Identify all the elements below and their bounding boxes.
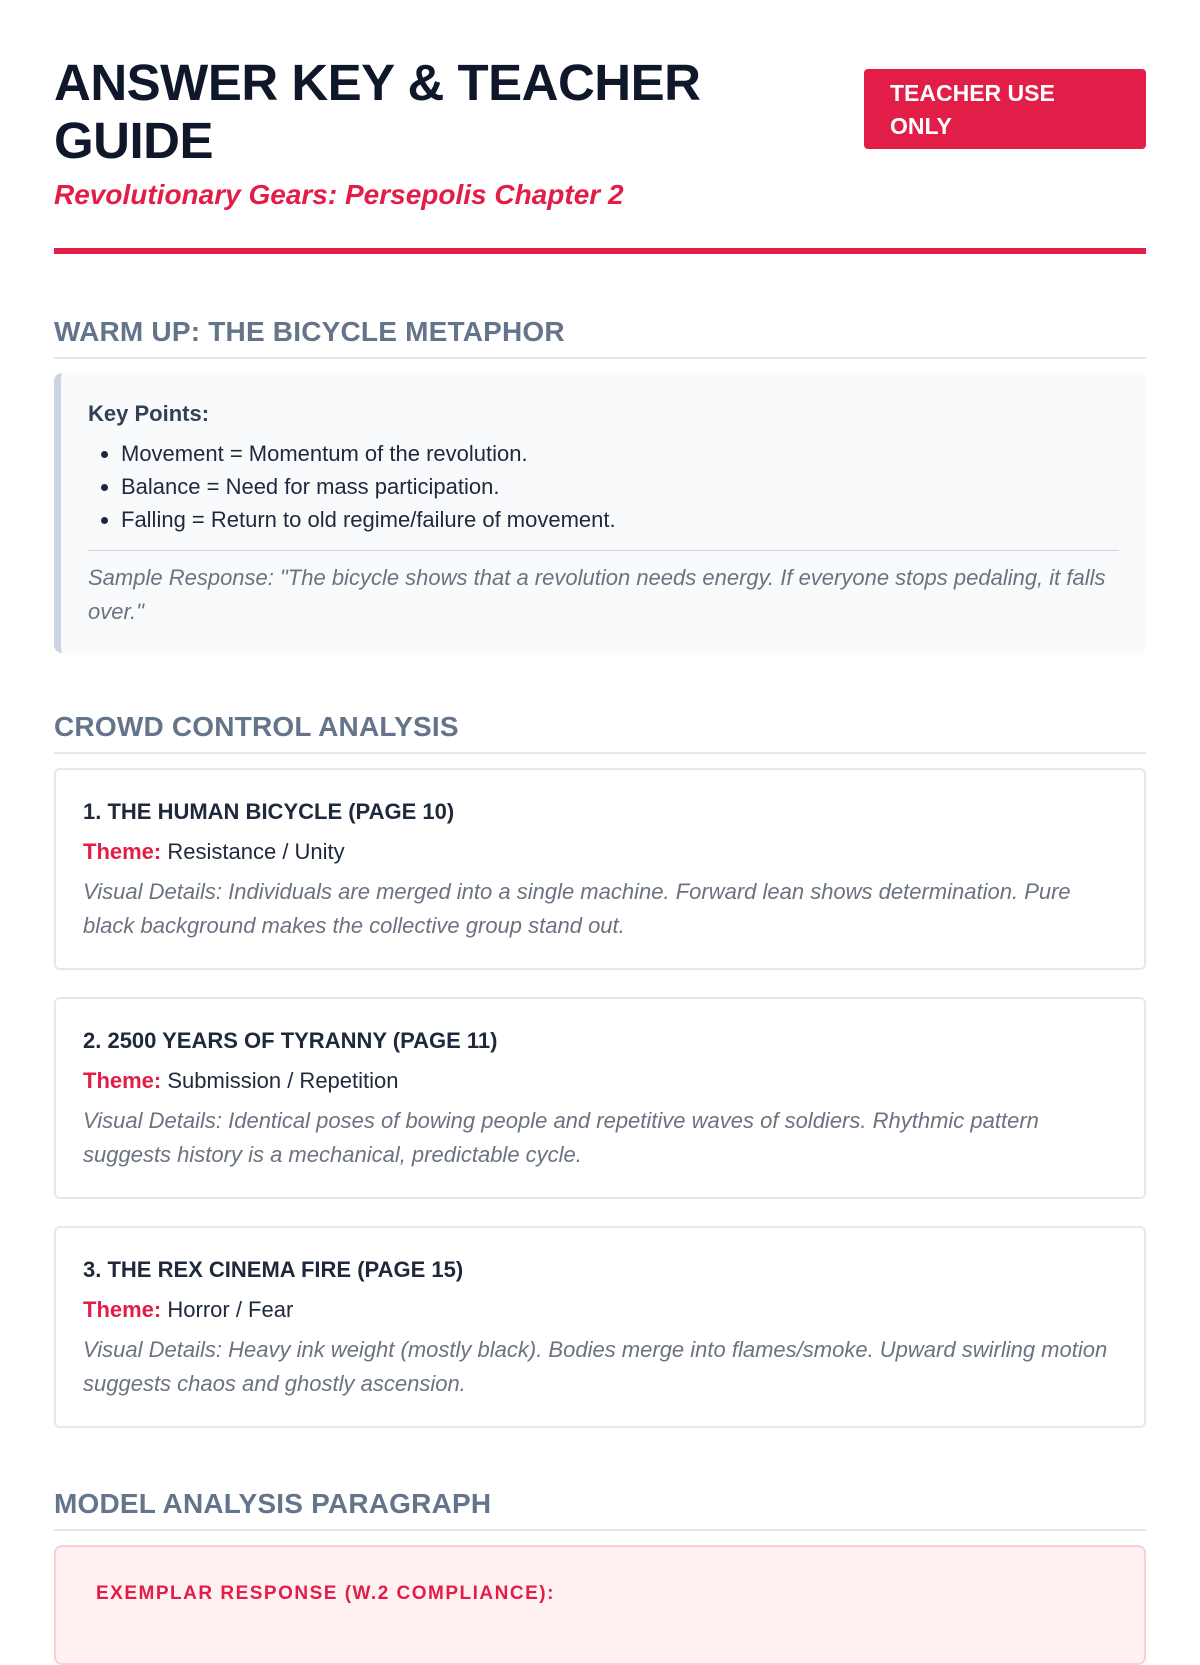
header-divider bbox=[54, 248, 1146, 254]
theme-label: Theme: bbox=[83, 839, 162, 864]
crowd-analysis-cards bbox=[54, 768, 1146, 1428]
card-title: 2. 2500 YEARS OF TYRANNY (PAGE 11) bbox=[83, 1028, 498, 1053]
teacher-use-badge: TEACHER USE ONLY bbox=[864, 69, 1146, 149]
warmup-key-points-box bbox=[54, 373, 1146, 653]
card-theme bbox=[83, 836, 1117, 868]
card-visual-details: Visual Details: Identical poses of bowing people and repetitive waves of soldiers. Rhythmic pattern suggests history is a mechanical, predictable cycle. bbox=[83, 1108, 1039, 1167]
analysis-card-tyranny bbox=[54, 997, 1146, 1199]
document-subtitle: Revolutionary Gears: Persepolis Chapter 2 bbox=[54, 179, 624, 210]
key-points-list bbox=[88, 437, 1119, 536]
theme-value: Resistance / Unity bbox=[167, 839, 345, 864]
key-points-label: Key Points: bbox=[88, 401, 210, 426]
card-visual-details: Visual Details: Individuals are merged into a single machine. Forward lean shows determination. Pure black background makes the collective group stand out. bbox=[83, 879, 1071, 938]
document-header bbox=[54, 0, 1146, 210]
crowd-control-heading: CROWD CONTROL ANALYSIS bbox=[54, 711, 1146, 754]
card-theme bbox=[83, 1294, 1117, 1326]
card-theme bbox=[83, 1065, 1117, 1097]
model-analysis-heading: MODEL ANALYSIS PARAGRAPH bbox=[54, 1488, 1146, 1531]
theme-value: Horror / Fear bbox=[167, 1297, 294, 1322]
theme-label: Theme: bbox=[83, 1068, 162, 1093]
exemplar-response-box bbox=[54, 1545, 1146, 1665]
document-title: ANSWER KEY & TEACHER GUIDE bbox=[54, 54, 701, 169]
warmup-heading: WARM UP: THE BICYCLE METAPHOR bbox=[54, 316, 1146, 359]
theme-label: Theme: bbox=[83, 1297, 162, 1322]
card-title: 3. THE REX CINEMA FIRE (PAGE 15) bbox=[83, 1257, 464, 1282]
key-point-item: • Falling = Return to old regime/failure of movement. bbox=[121, 503, 1119, 536]
key-point-item: • Balance = Need for mass participation. bbox=[121, 470, 1119, 503]
analysis-card-rex-cinema bbox=[54, 1226, 1146, 1428]
theme-value: Submission / Repetition bbox=[167, 1068, 399, 1093]
key-point-item: • Movement = Momentum of the revolution. bbox=[121, 437, 1119, 470]
exemplar-label: EXEMPLAR RESPONSE (W.2 COMPLIANCE): bbox=[96, 1583, 555, 1604]
card-title: 1. THE HUMAN BICYCLE (PAGE 10) bbox=[83, 799, 455, 824]
analysis-card-human-bicycle bbox=[54, 768, 1146, 970]
sample-response: Sample Response: "The bicycle shows that a revolution needs energy. If everyone stops pedaling, it falls over." bbox=[88, 550, 1119, 629]
card-visual-details: Visual Details: Heavy ink weight (mostly black). Bodies merge into flames/smoke. Upward swirling motion suggests chaos and ghostly ascension. bbox=[83, 1337, 1108, 1396]
